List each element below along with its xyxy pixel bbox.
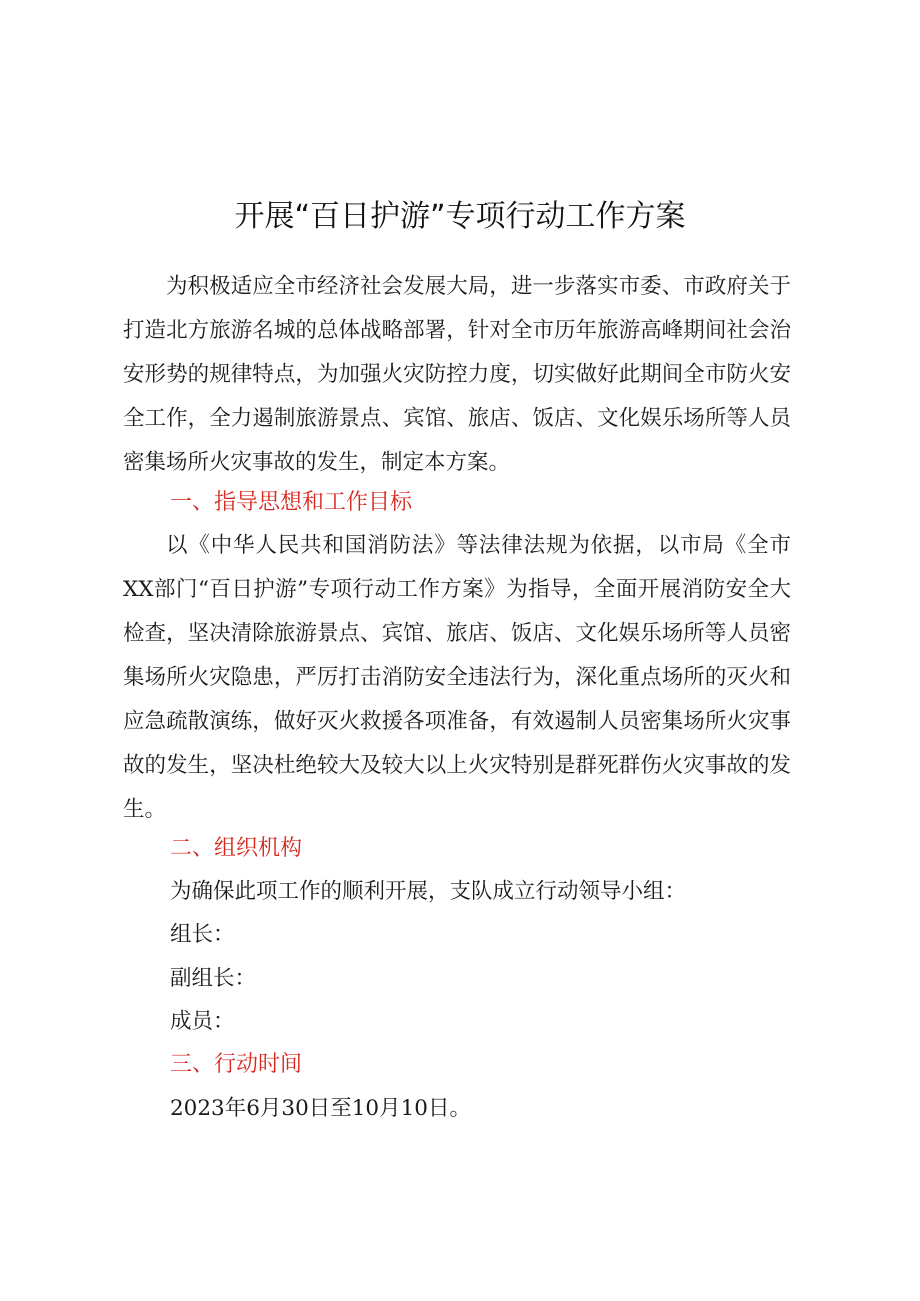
section-heading-action-time: 三、行动时间 xyxy=(170,1052,303,1077)
document-title: 开展“百日护游”专项行动工作方案 xyxy=(234,199,686,234)
guiding-ideology-paragraph: 以《中华人民共和国消防法》等法律法规为依据，以市局《全市XX部门“百日护游”专项行动工作方案》为指导，全面开展消防安全大检查，坚决清除旅游景点、宾馆、旅店、饭店、文化娱乐场所等人员密集场所火灾隐患，严厉打击消防安全违法行为，深化重点场所的灭火和应急疏散演练，做好灭火救援各项准备，有效遏制人员密集场所火灾事故的发生，坚决杜绝较大及较大以上火灾特别是群死群伤火灾事故的发生。 xyxy=(123,533,791,822)
members-line: 成员： xyxy=(170,1009,235,1034)
leader-line: 组长： xyxy=(170,922,235,947)
intro-paragraph: 为积极适应全市经济社会发展大局，进一步落实市委、市政府关于打造北方旅游名城的总体战略部署，针对全市历年旅游高峰期间社会治安形势的规律特点，为加强火灾防控力度，切实做好此期间全市防火安全工作，全力遏制旅游景点、宾馆、旅店、饭店、文化娱乐场所等人员密集场所火灾事故的发生，制定本方案。 xyxy=(123,274,791,475)
action-time-line: 2023年6月30日至10月10日。 xyxy=(170,1096,471,1121)
organization-intro-line: 为确保此项工作的顺利开展，支队成立行动领导小组： xyxy=(170,879,687,904)
section-heading-organization: 二、组织机构 xyxy=(170,836,303,861)
deputy-leader-line: 副组长： xyxy=(170,966,257,991)
section-heading-guiding-ideology: 一、指导思想和工作目标 xyxy=(170,490,413,515)
